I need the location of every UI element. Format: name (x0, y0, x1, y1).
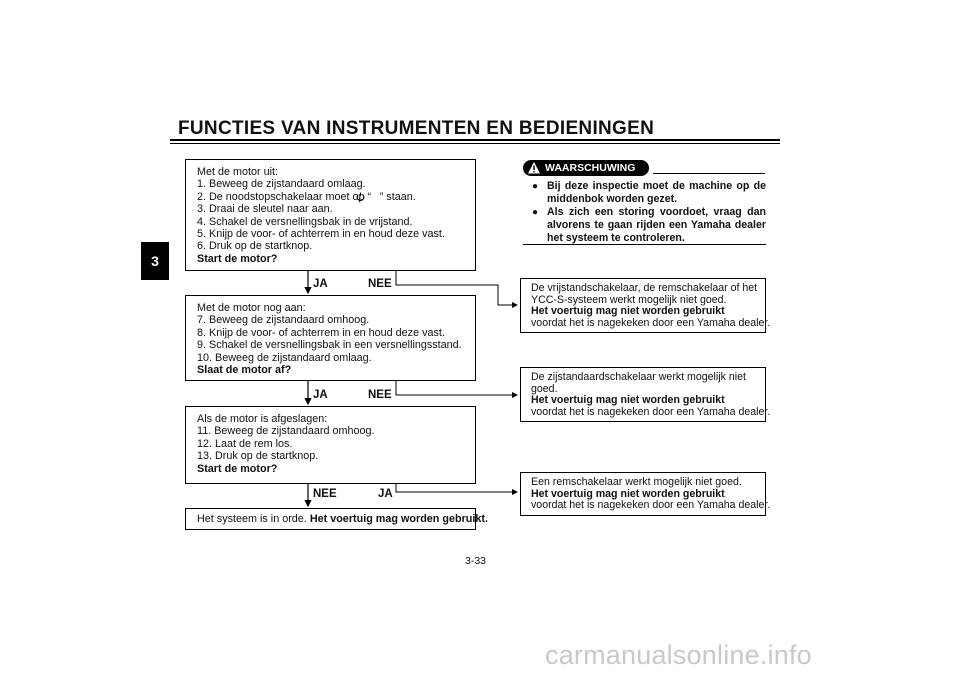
final-box (185, 508, 488, 530)
page-number: 3-33 (465, 555, 487, 567)
result2-box (520, 367, 771, 422)
warning-item (523, 206, 766, 245)
result2-line: goed. (531, 382, 558, 395)
step1-line: Met de motor uit: (197, 166, 279, 178)
step1-line-text: 2. De noodstopschakelaar moet op “ ” staan. (197, 190, 416, 203)
final-bold: Het voertuig mag worden gebruikt. (309, 513, 488, 525)
warning-label: WAARSCHUWING (545, 162, 636, 174)
warning-list (523, 180, 766, 245)
warning-item-text: Bij deze inspectie moet de machine op de middenbok worden gezet. (547, 180, 766, 205)
step2-question: Slaat de motor af? (197, 364, 292, 377)
step3-yes-label: JA (378, 488, 393, 500)
warning-bottom-rule (523, 244, 766, 245)
bullet-icon: ● (532, 181, 539, 192)
result2-bold: Het voertuig mag niet worden gebruikt (531, 394, 725, 407)
result1-bold: Het voertuig mag niet worden gebruikt (531, 305, 725, 318)
step1-line: 4. Schakel de versnellingsbak in de vrijstand. (197, 215, 413, 228)
warning-top-rule (653, 173, 765, 174)
step2-line: Met de motor nog aan: (197, 302, 306, 314)
step1-line (197, 191, 475, 203)
step1-line: 6. Druk op de startknop. (197, 240, 313, 253)
step3-question: Start de motor? (197, 462, 278, 475)
result3-line: Een remschakelaar werkt mogelijk niet goed. (531, 476, 742, 488)
warning-badge (523, 160, 649, 176)
watermark-link[interactable]: carmanualsonline.info (545, 640, 812, 670)
step3-line: 11. Beweeg de zijstandaard omhoog. (197, 425, 375, 438)
step3-line: Als de motor is afgeslagen: (197, 413, 328, 425)
result3-tail: voordat het is nagekeken door een Yamaha dealer. (531, 499, 771, 512)
result1-line: De vrijstandschakelaar, de remschakelaar of het (531, 282, 758, 294)
step1-yes-label: JA (313, 278, 328, 290)
step3-line: 12. Laat de rem los. (197, 437, 293, 450)
arrow-step3-to-result3 (396, 483, 517, 492)
step2-yes-label: JA (313, 389, 328, 401)
page-title: FUNCTIES VAN INSTRUMENTEN EN BEDIENINGEN (178, 118, 655, 139)
step1-no-label: NEE (368, 278, 392, 290)
bullet-icon: ● (532, 207, 539, 218)
step2-line: 10. Beweeg de zijstandaard omlaag. (197, 351, 372, 364)
step2-line: 8. Knijp de voor- of achterrem in en houd deze vast. (197, 326, 445, 339)
arrow-step2-to-result2 (396, 380, 517, 395)
step1-line: 5. Knijp de voor- of achterrem in en houd deze vast. (197, 228, 445, 241)
result2-line: De zijstandaardschakelaar werkt mogelijk niet (531, 371, 746, 383)
result3-box (520, 472, 771, 516)
step3-box (185, 406, 476, 484)
result1-tail: voordat het is nagekeken door een Yamaha dealer. (531, 316, 771, 329)
chapter-tab: 3 (141, 242, 169, 280)
step2-line: 9. Schakel de versnellingsbak in een versnellingsstand. (197, 339, 462, 352)
step2-line: 7. Beweeg de zijstandaard omhoog. (197, 314, 370, 327)
warning-item (523, 180, 766, 206)
result3-bold: Het voertuig mag niet worden gebruikt (531, 487, 725, 500)
step2-box (185, 295, 476, 381)
result1-box (520, 278, 771, 333)
step3-line: 13. Druk op de startknop. (197, 450, 319, 463)
step1-line: 1. Beweeg de zijstandaard omlaag. (197, 178, 366, 191)
power-symbol-icon (356, 192, 365, 202)
step2-no-label: NEE (368, 389, 392, 401)
result1-line: YCC-S-systeem werkt mogelijk niet goed. (531, 293, 727, 306)
step3-no-label: NEE (313, 488, 337, 500)
result2-tail: voordat het is nagekeken door een Yamaha dealer. (531, 405, 771, 418)
warning-triangle-icon (527, 161, 541, 175)
step1-question: Start de motor? (197, 252, 278, 265)
final-text: Het systeem is in orde. (197, 513, 307, 525)
step1-box (185, 159, 476, 271)
step1-line: 3. Draai de sleutel naar aan. (197, 203, 333, 216)
warning-item-text: Als zich een storing voordoet, vraag dan alvorens te gaan rijden een Yamaha dealer het systeem te controleren. (547, 206, 766, 244)
